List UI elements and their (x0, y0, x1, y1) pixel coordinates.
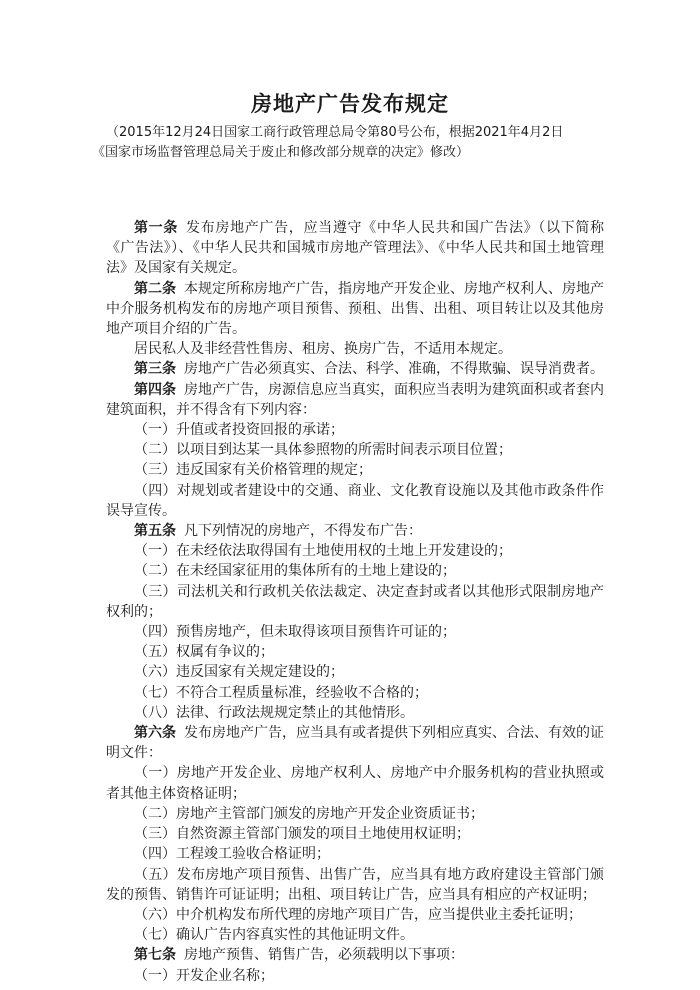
article-paragraph (106, 945, 604, 965)
paragraph (106, 865, 604, 905)
paragraph (106, 561, 604, 581)
paragraph-text: （五）发布房地产项目预售、出售广告，应当具有地方政府建设主管部门颁发的预售、销售许可证证明；出租、项目转让广告，应当具有相应的产权证明； (106, 866, 604, 903)
paragraph-text: 凡下列情况的房地产，不得发布广告： (184, 523, 422, 540)
paragraph (106, 703, 604, 723)
document-title: 房地产广告发布规定 (251, 92, 449, 116)
paragraph-text: 房地产预售、销售广告，必须载明以下事项： (184, 947, 464, 964)
article-number: 第二条 (134, 280, 176, 297)
paragraph-text: 房地产广告，房源信息应当真实，面积应当表明为建筑面积或者套内建筑面积，并不得含有下列内容： (106, 381, 604, 418)
subtitle-line-2: 《国家市场监督管理总局关于废止和修改部分规章的决定》修改） (92, 145, 470, 160)
paragraph (106, 662, 604, 682)
paragraph (106, 804, 604, 824)
article-paragraph (106, 723, 604, 763)
paragraph-text: 居民私人及非经营性售房、租房、换房广告，不适用本规定。 (134, 341, 512, 358)
paragraph (106, 763, 604, 803)
article-paragraph (106, 359, 604, 379)
paragraph-text: 发布房地产广告，应当遵守《中华人民共和国广告法》（以下简称《广告法》）、《中华人民共和国城市房地产管理法》、《中华人民共和国土地管理法》及国家有关规定。 (106, 220, 605, 277)
paragraph (106, 966, 604, 986)
paragraph-text: （二）在未经国家征用的集体所有的土地上建设的； (134, 563, 456, 580)
article-paragraph (106, 521, 604, 541)
paragraph-text: （五）权属有争议的； (134, 644, 274, 661)
paragraph (106, 582, 604, 622)
article-number: 第六条 (134, 725, 176, 742)
article-number: 第四条 (134, 381, 176, 398)
document-body (106, 218, 604, 986)
paragraph (106, 925, 604, 945)
paragraph-text: （八）法律、行政法规规定禁止的其他情形。 (134, 704, 414, 721)
paragraph (106, 905, 604, 925)
paragraph-text: （三）自然资源主管部门颁发的项目土地使用权证明； (134, 826, 470, 843)
paragraph-text: （七）确认广告内容真实性的其他证明文件。 (134, 927, 414, 944)
paragraph-text: （二）房地产主管部门颁发的房地产开发企业资质证书； (134, 805, 484, 822)
article-paragraph (106, 380, 604, 420)
paragraph-text: （六）中介机构发布所代理的房地产项目广告，应当提供业主委托证明； (134, 906, 582, 923)
article-paragraph (106, 279, 604, 340)
paragraph-text: （三）司法机关和行政机关依法裁定、决定查封或者以其他形式限制房地产权利的； (106, 583, 604, 620)
paragraph-text: 发布房地产广告，应当具有或者提供下列相应真实、合法、有效的证明文件： (106, 725, 604, 762)
article-number: 第一条 (134, 220, 179, 236)
paragraph (106, 622, 604, 642)
paragraph-text: （一）开发企业名称； (134, 967, 274, 984)
paragraph-text: 房地产广告必须真实、合法、科学、准确，不得欺骗、误导消费者。 (184, 361, 604, 378)
paragraph (106, 339, 604, 359)
article-number: 第三条 (134, 361, 176, 378)
paragraph (106, 460, 604, 480)
paragraph-text: （一）房地产开发企业、房地产权利人、房地产中介服务机构的营业执照或者其他主体资格证明； (106, 765, 604, 802)
paragraph-text: （二）以项目到达某一具体参照物的所需时间表示项目位置； (134, 442, 512, 459)
paragraph-text: （一）在未经依法取得国有土地使用权的土地上开发建设的； (134, 543, 512, 560)
subtitle-line-1: （2015年12月24日国家工商行政管理总局令第80号公布，根据2021年4月2日 (106, 125, 564, 140)
article-paragraph (106, 218, 604, 279)
paragraph (106, 420, 604, 440)
document-subtitle (92, 123, 626, 163)
paragraph-text: （一）升值或者投资回报的承诺； (134, 422, 344, 439)
paragraph (106, 824, 604, 844)
paragraph (106, 642, 604, 662)
paragraph-text: 本规定所称房地产广告，指房地产开发企业、房地产权利人、房地产中介服务机构发布的房地产项目预售、预租、出售、出租、项目转让以及其他房地产项目介绍的广告。 (106, 280, 604, 338)
article-number: 第七条 (134, 947, 176, 964)
paragraph (106, 440, 604, 460)
paragraph-text: （六）违反国家有关规定建设的； (134, 664, 344, 681)
paragraph-text: （三）违反国家有关价格管理的规定； (134, 462, 372, 479)
paragraph (106, 541, 604, 561)
paragraph (106, 683, 604, 703)
paragraph-text: （四）工程竣工验收合格证明； (134, 846, 330, 863)
paragraph-text: （四）预售房地产，但未取得该项目预售许可证的； (134, 624, 456, 641)
article-number: 第五条 (134, 523, 176, 540)
paragraph (106, 481, 604, 521)
paragraph-text: （四）对规划或者建设中的交通、商业、文化教育设施以及其他市政条件作误导宣传。 (106, 482, 604, 519)
paragraph-text: （七）不符合工程质量标准，经验收不合格的； (134, 684, 428, 701)
paragraph (106, 844, 604, 864)
